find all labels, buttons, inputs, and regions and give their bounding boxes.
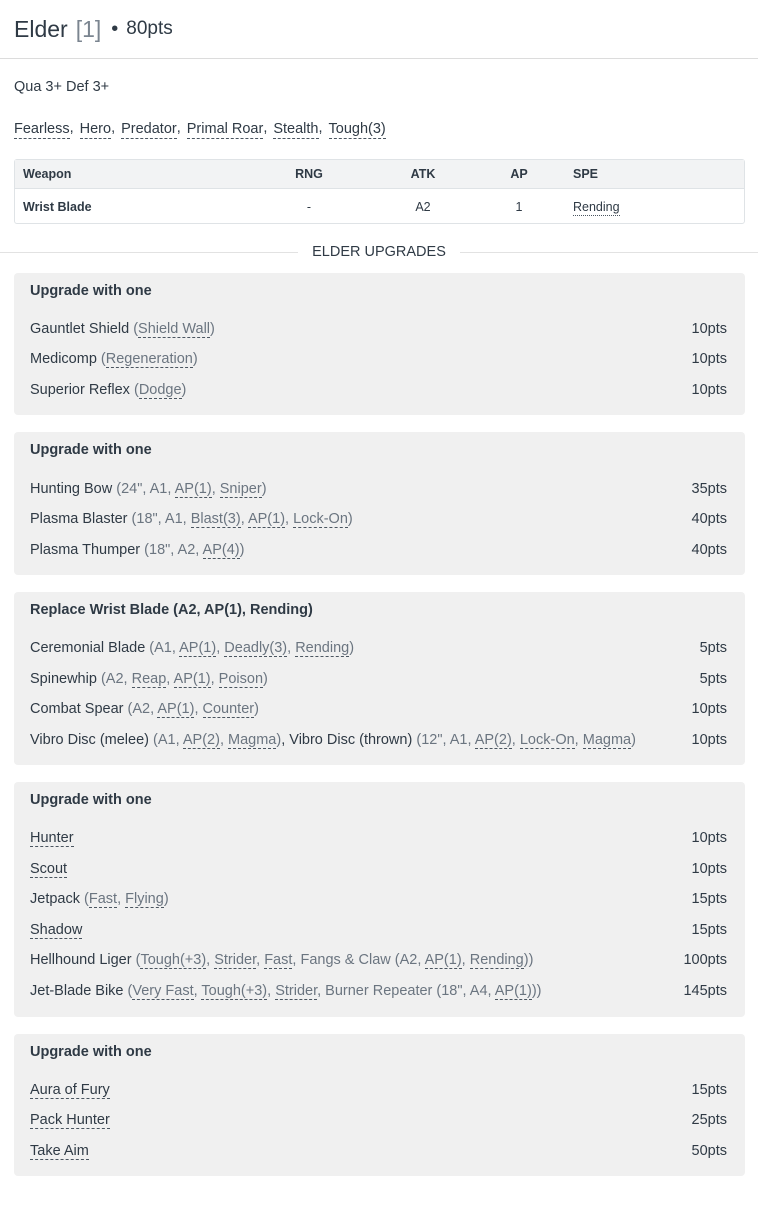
rule-link[interactable]: AP(4) [202,542,240,558]
option-points: 35pts [691,481,727,497]
upgrade-option[interactable]: Spinewhip (A2, Reap, AP(1), Poison) 5pts [30,671,727,687]
option-name: Vibro Disc (thrown) [289,732,413,748]
weapon-range: - [306,200,312,214]
group-title: Upgrade with one [30,1044,152,1060]
header-ap: AP [510,167,528,181]
group-title: Upgrade with one [30,442,152,458]
option-name[interactable]: Shadow [30,922,83,938]
rule-link[interactable]: Shield Wall [138,321,211,337]
option-points: 10pts [691,321,727,337]
unit-stats: Qua 3+ Def 3+ [14,79,110,95]
unit-name: Elder [14,15,68,42]
option-name[interactable]: Aura of Fury [30,1082,110,1098]
upgrade-option[interactable]: Combat Spear (A2, AP(1), Counter) 10pts [30,701,727,717]
option-name: Plasma Blaster [30,511,128,527]
option-name: Hunting Bow [30,481,113,497]
rule-link[interactable]: Predator [121,121,177,137]
rule-link[interactable]: Strider [214,952,257,968]
header-atk: ATK [410,167,436,181]
upgrade-option[interactable]: Ceremonial Blade (A1, AP(1), Deadly(3), Rending) 5pts [30,640,727,656]
option-name: Jetpack [30,891,80,907]
rule-link[interactable]: Strider [275,983,318,999]
option-points: 15pts [691,891,727,907]
option-name: Hellhound Liger [30,952,132,968]
rule-link[interactable]: AP(1) [247,511,286,527]
upgrade-option[interactable]: Jet-Blade Bike (Very Fast, Tough(+3), Strider, Burner Repeater (18", A4, AP(1))) 145pts [30,983,727,999]
upgrade-option[interactable]: Plasma Thumper (18", A2, AP(4)) 40pts [30,542,727,558]
upgrade-option[interactable]: Superior Reflex (Dodge) 10pts [30,382,727,398]
rule-link[interactable]: AP(1) [173,671,211,687]
option-name[interactable]: Pack Hunter [30,1112,110,1128]
rule-link[interactable]: Magma [582,732,632,748]
option-points: 145pts [683,983,727,999]
rule-link[interactable]: Regeneration [105,351,193,367]
option-points: 25pts [691,1112,727,1128]
header-spe: SPE [573,167,599,181]
header-rng: RNG [295,167,323,181]
upgrade-group [14,273,745,415]
rule-link[interactable]: Tough(+3) [201,983,268,999]
option-points: 50pts [691,1143,727,1159]
rule-link[interactable]: Counter [202,701,255,717]
upgrade-option[interactable]: Medicomp (Regeneration) 10pts [30,351,727,367]
upgrade-option[interactable] [30,1112,727,1134]
rule-link[interactable]: AP(2) [182,732,220,748]
option-name: Combat Spear [30,701,124,717]
rule-link[interactable]: Tough(3) [328,121,386,137]
weapons-table [14,159,745,224]
rule-link[interactable]: Fearless [14,121,70,137]
option-name: Gauntlet Shield [30,321,130,337]
upgrade-group [14,1034,745,1176]
option-points: 10pts [691,701,727,717]
rule-link[interactable]: Flying [125,891,164,907]
rule-link[interactable]: Blast(3) [190,511,241,527]
option-points: 10pts [691,382,727,398]
rule-link[interactable]: AP(1) [179,640,217,656]
upgrades-title: ELDER UPGRADES [298,244,460,260]
rule-link[interactable]: Hero [79,121,112,137]
upgrade-option[interactable] [30,922,727,944]
bullet-separator: • [111,17,119,40]
upgrade-group [14,432,745,575]
upgrade-option[interactable] [30,830,727,852]
unit-size: [1] [75,15,102,42]
rule-link[interactable]: AP(2) [474,732,512,748]
group-title: Upgrade with one [30,792,152,808]
upgrade-group [14,782,745,1017]
upgrade-option[interactable]: Hellhound Liger (Tough(+3), Strider, Fast, Fangs & Claw (A2, AP(1), Rending)) 100pts [30,952,727,968]
rule-link[interactable]: Stealth [273,121,319,137]
upgrade-option[interactable]: Gauntlet Shield (Shield Wall) 10pts [30,321,727,337]
weapon-special [573,189,620,225]
option-points: 5pts [699,640,727,656]
rule-link[interactable]: Rending [573,199,620,214]
option-points: 15pts [691,922,727,938]
option-points: 10pts [691,732,727,748]
option-points: 40pts [691,542,727,558]
rule-link[interactable]: Magma [228,732,277,748]
option-name: Spinewhip [30,671,97,687]
rule-link[interactable]: AP(1) [157,701,195,717]
upgrade-option[interactable]: Plasma Blaster (18", A1, Blast(3), AP(1), Lock-On) 40pts [30,511,727,527]
rule-link[interactable]: AP(1) [424,952,462,968]
group-title: Upgrade with one [30,283,152,299]
option-points: 10pts [691,830,727,846]
unit-rules: Fearless , Hero , Predator , Primal Roar , Stealth , Tough(3) [14,120,386,137]
rule-link[interactable]: Sniper [219,481,262,497]
option-name[interactable]: Take Aim [30,1143,89,1159]
rule-link[interactable]: Primal Roar [186,121,264,137]
unit-points: 80pts [126,18,173,39]
option-points: 10pts [691,351,727,367]
option-name: Plasma Thumper [30,542,141,558]
rule-link[interactable]: Poison [218,671,264,687]
unit-header [0,0,758,59]
option-points: 5pts [699,671,727,687]
upgrade-option[interactable] [30,1082,727,1104]
rule-link[interactable]: Very Fast [132,983,194,999]
rule-link[interactable]: Tough(+3) [140,952,207,968]
option-points: 40pts [691,511,727,527]
rule-link[interactable]: Rending [295,640,350,656]
option-name: Medicomp [30,351,97,367]
rule-link[interactable]: AP(1) [174,481,212,497]
group-title: Replace Wrist Blade (A2, AP(1), Rending) [30,602,313,618]
rule-link[interactable]: Deadly(3) [224,640,288,656]
upgrade-group [14,592,745,765]
option-name[interactable]: Hunter [30,830,74,846]
rule-link[interactable]: Lock-On [293,511,348,527]
rule-link[interactable]: AP(1) [494,983,532,999]
upgrade-option[interactable] [30,1143,727,1165]
rule-link[interactable]: Rending [469,952,524,968]
rule-link[interactable]: Lock-On [519,732,575,748]
upgrade-option[interactable]: Hunting Bow (24", A1, AP(1), Sniper) 35pts [30,481,727,497]
option-name: Vibro Disc (melee) [30,732,149,748]
weapon-attacks: A2 [415,200,431,214]
rule-link[interactable]: Fast [88,891,118,907]
upgrade-option[interactable]: Vibro Disc (melee) (A1, AP(2), Magma), Vibro Disc (thrown) (12", A1, AP(2), Lock-On, Magma) 10pts [30,732,727,748]
weapon-ap: 1 [515,200,523,214]
upgrade-option[interactable]: Jetpack (Fast, Flying) 15pts [30,891,727,907]
upgrades-divider [0,244,758,262]
option-name: Ceremonial Blade [30,640,146,656]
upgrade-option[interactable] [30,861,727,883]
table-row [15,189,744,225]
option-points: 10pts [691,861,727,877]
option-name: Superior Reflex [30,382,130,398]
option-name[interactable]: Scout [30,861,68,877]
weapon-name: Wrist Blade [23,200,92,214]
option-points: 100pts [683,952,727,968]
table-header [15,160,744,189]
rule-link[interactable]: Reap [131,671,167,687]
option-name: Jet-Blade Bike [30,983,124,999]
rule-link[interactable]: Fast [264,952,293,968]
option-points: 15pts [691,1082,727,1098]
rule-link[interactable]: Dodge [138,382,182,398]
header-weapon: Weapon [23,167,72,181]
